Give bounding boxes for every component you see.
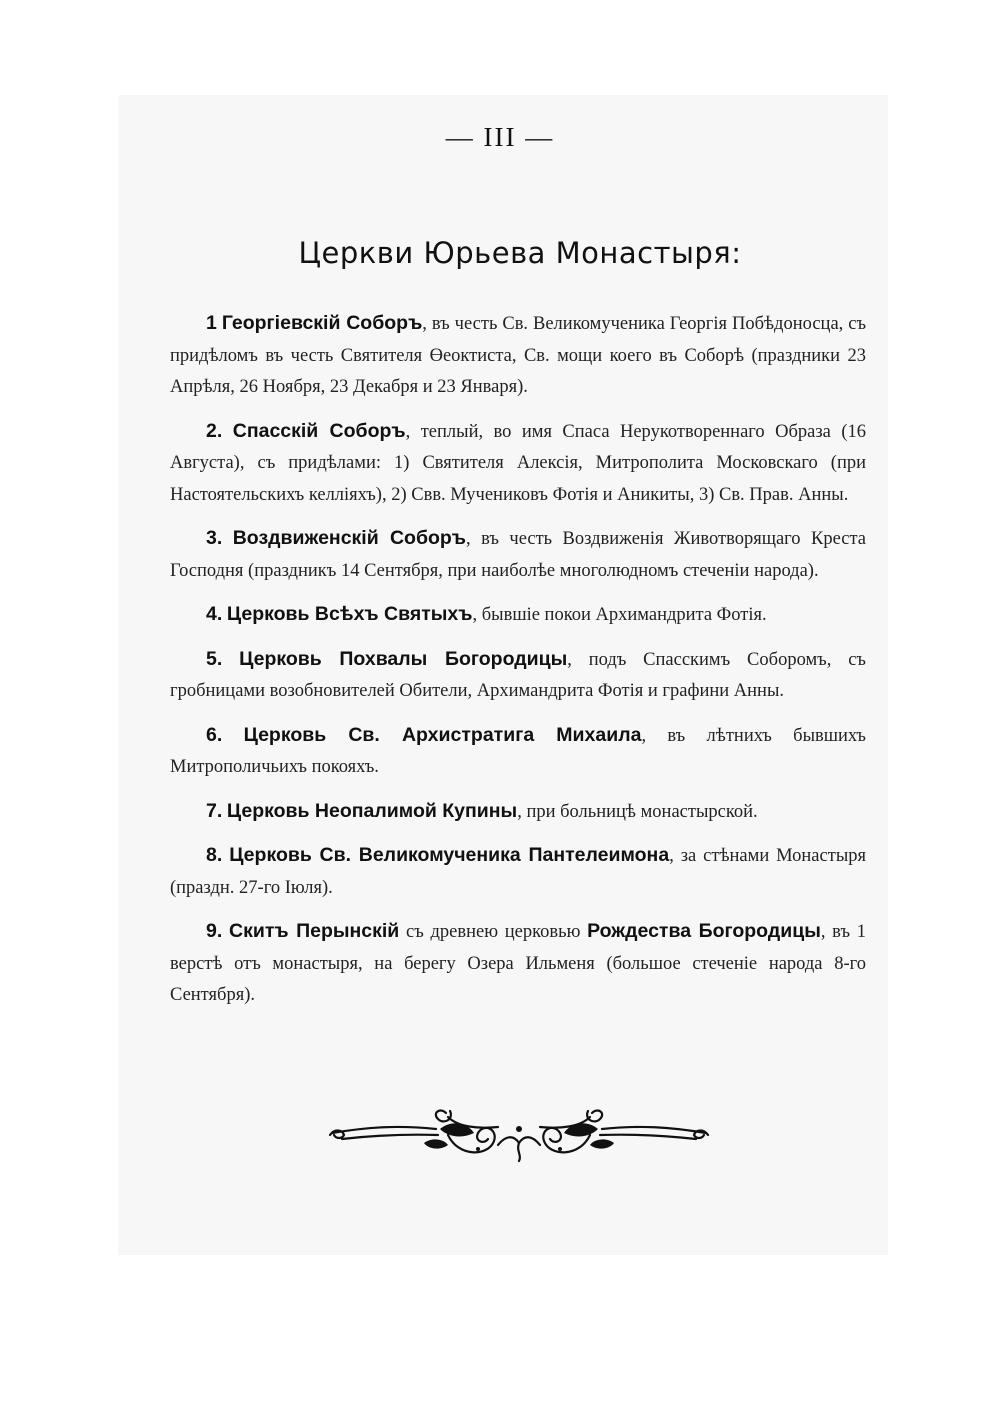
item-text-continued: , въ 1 верстѣ отъ монастыря, на берегу Озера Ильменя (большое стеченіе народа 8-го Сентября). [170, 922, 866, 1005]
item-title: Церковь Похвалы Богородицы [239, 647, 568, 670]
item-subtitle: Рождества Богородицы [587, 920, 821, 942]
item-text: , при больницѣ монастырской. [517, 801, 758, 822]
item-text: , подъ Спасскимъ Соборомъ, съ гробницами возобновителей Обители, Архимандрита Фотія и графини Анны. [170, 649, 866, 701]
item-title: Церковь Неопалимой Купины [226, 799, 518, 822]
item-number: 1 [206, 312, 217, 334]
list-item [170, 720, 866, 784]
item-text: , въ честь Воздвиженія Животворящаго Креста Господня (праздникъ 14 Сентября, при наиболѣе многолюдномъ стеченіи народа). [170, 529, 866, 581]
list-item [170, 916, 866, 1012]
item-number: 2. [206, 419, 223, 442]
item-number: 7. [206, 799, 223, 822]
list-item [170, 523, 866, 587]
item-title: Спасскій Соборъ [232, 419, 406, 442]
item-text: , бывшіе покои Архимандрита Фотія. [472, 605, 767, 625]
item-title: Скитъ Перынскій [228, 920, 400, 942]
list-item [170, 599, 866, 632]
item-text: , въ честь Св. Великомученика Георгія Побѣдоносца, съ придѣломъ въ честь Святителя Өеоктиста, Св. мощи коего въ Соборѣ (праздники 23 Апрѣля, 26 Ноября, 23 Декабря и 23 Января). [170, 314, 867, 397]
church-list [170, 308, 866, 1024]
item-title: Церковь Св. Архистратига Михаила [243, 723, 642, 746]
page-number: — III — [445, 122, 555, 152]
item-text: , за стѣнами Монастыря (праздн. 27-го Іюля). [170, 846, 867, 898]
item-number: 6. [206, 723, 223, 746]
item-title: Георгіевскій Соборъ [221, 312, 423, 334]
item-text: съ древнею церковью [399, 922, 588, 942]
item-number: 4. [206, 603, 223, 625]
floral-divider-icon [328, 1105, 710, 1165]
item-number: 3. [206, 527, 223, 549]
item-number: 9. [206, 920, 223, 942]
list-item [170, 840, 866, 904]
item-number: 8. [206, 844, 223, 866]
list-item [170, 416, 866, 512]
list-item [170, 644, 866, 708]
page-title: Церкви Юрьева Монастыря: [298, 236, 742, 270]
item-title: Церковь Всѣхъ Святыхъ [226, 603, 473, 625]
item-title: Воздвиженскій Соборъ [232, 527, 467, 549]
item-text: , теплый, во имя Спаса Нерукотвореннаго Образа (16 Августа), съ придѣлами: 1) Святителя Алексія, Митрополита Московскаго (при Настоятельскихъ келліяхъ), 2) Свв. Мучениковъ Фотія и Аникиты, 3) Св. Прав. Анны. [170, 421, 866, 505]
item-text: , въ лѣтнихъ бывшихъ Митрополичьихъ покояхъ. [170, 725, 866, 777]
item-number: 5. [206, 647, 223, 670]
item-title: Церковь Св. Великомученика Пантелеимона [229, 844, 670, 866]
list-item [170, 308, 866, 404]
list-item [170, 796, 866, 829]
